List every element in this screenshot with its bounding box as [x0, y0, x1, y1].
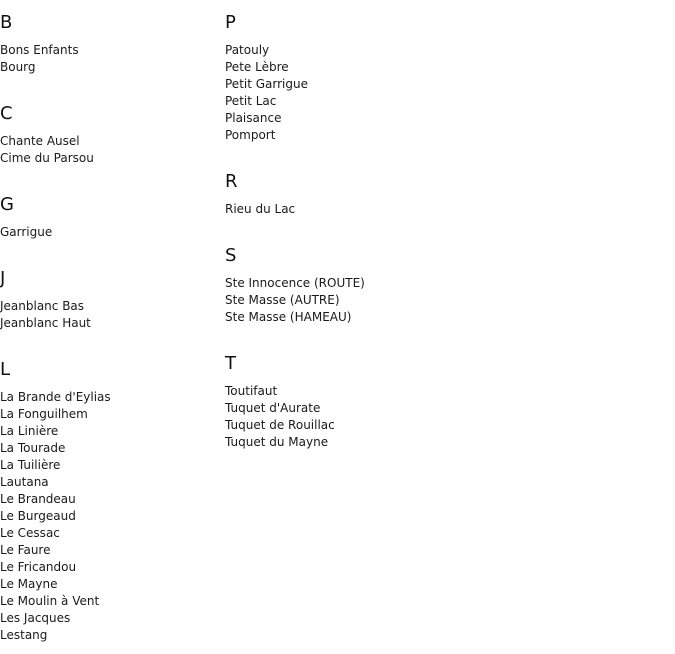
letter-group-s: [225, 245, 365, 326]
place-link-toutifaut[interactable]: Toutifaut: [225, 384, 278, 398]
letter-group-j: [0, 268, 91, 332]
place-link-ste-masse-autre[interactable]: Ste Masse (AUTRE): [225, 293, 340, 307]
letter-group-g: [0, 194, 52, 241]
letter-group-p: [225, 12, 308, 144]
place-link-bons-enfants[interactable]: Bons Enfants: [0, 43, 79, 57]
letter-heading: P: [225, 12, 236, 33]
entry-list: [0, 224, 52, 241]
place-link-cime-du-parsou[interactable]: Cime du Parsou: [0, 151, 94, 165]
place-link-lestang[interactable]: Lestang: [0, 628, 48, 642]
letter-heading: R: [225, 171, 238, 192]
place-link-petit-lac[interactable]: Petit Lac: [225, 94, 277, 108]
entry-list: [0, 42, 79, 76]
entry-list: [225, 201, 295, 218]
place-link-le-mayne[interactable]: Le Mayne: [0, 577, 58, 591]
entry-list: [0, 298, 91, 332]
letter-heading: J: [0, 268, 6, 289]
place-link-rieu-du-lac[interactable]: Rieu du Lac: [225, 202, 296, 216]
place-link-le-burgeaud[interactable]: Le Burgeaud: [0, 509, 76, 523]
entry-list: [225, 383, 335, 451]
place-link-chante-ausel[interactable]: Chante Ausel: [0, 134, 80, 148]
place-link-jeanblanc-bas[interactable]: Jeanblanc Bas: [0, 299, 85, 313]
letter-group-l: [0, 359, 111, 644]
letter-heading: C: [0, 103, 13, 124]
place-link-jeanblanc-haut[interactable]: Jeanblanc Haut: [0, 316, 91, 330]
entry-list: [0, 389, 111, 644]
place-link-ste-masse-hameau[interactable]: Ste Masse (HAMEAU): [225, 310, 352, 324]
letter-heading: T: [225, 353, 236, 374]
place-link-les-jacques[interactable]: Les Jacques: [0, 611, 71, 625]
letter-heading: L: [0, 359, 11, 380]
place-link-la-fonguilhem[interactable]: La Fonguilhem: [0, 407, 88, 421]
place-link-lautana[interactable]: Lautana: [0, 475, 49, 489]
place-link-la-brande-d-eylias[interactable]: La Brande d'Eylias: [0, 390, 111, 404]
place-link-tuquet-du-mayne[interactable]: Tuquet du Mayne: [225, 435, 329, 449]
place-link-garrigue[interactable]: Garrigue: [0, 225, 53, 239]
place-link-le-moulin-a-vent[interactable]: Le Moulin à Vent: [0, 594, 100, 608]
letter-group-b: [0, 12, 79, 76]
place-link-pomport[interactable]: Pomport: [225, 128, 276, 142]
place-link-bourg[interactable]: Bourg: [0, 60, 36, 74]
place-link-la-liniere[interactable]: La Linière: [0, 424, 59, 438]
place-link-la-tourade[interactable]: La Tourade: [0, 441, 66, 455]
entry-list: [225, 42, 308, 144]
place-link-plaisance[interactable]: Plaisance: [225, 111, 282, 125]
place-link-le-faure[interactable]: Le Faure: [0, 543, 51, 557]
place-link-tuquet-d-aurate[interactable]: Tuquet d'Aurate: [225, 401, 321, 415]
entry-list: [0, 133, 94, 167]
place-link-le-fricandou[interactable]: Le Fricandou: [0, 560, 77, 574]
place-link-petit-garrigue[interactable]: Petit Garrigue: [225, 77, 308, 91]
place-link-tuquet-de-rouillac[interactable]: Tuquet de Rouillac: [225, 418, 335, 432]
place-link-le-cessac[interactable]: Le Cessac: [0, 526, 60, 540]
letter-heading: G: [0, 194, 14, 215]
letter-heading: B: [0, 12, 13, 33]
place-link-patouly[interactable]: Patouly: [225, 43, 270, 57]
letter-heading: S: [225, 245, 237, 266]
entry-list: [225, 275, 365, 326]
place-link-ste-innocence-route[interactable]: Ste Innocence (ROUTE): [225, 276, 365, 290]
letter-group-c: [0, 103, 94, 167]
place-link-le-brandeau[interactable]: Le Brandeau: [0, 492, 76, 506]
place-link-pete-lebre[interactable]: Pete Lèbre: [225, 60, 289, 74]
letter-group-r: [225, 171, 295, 218]
place-link-la-tuiliere[interactable]: La Tuilière: [0, 458, 61, 472]
letter-group-t: [225, 353, 335, 451]
